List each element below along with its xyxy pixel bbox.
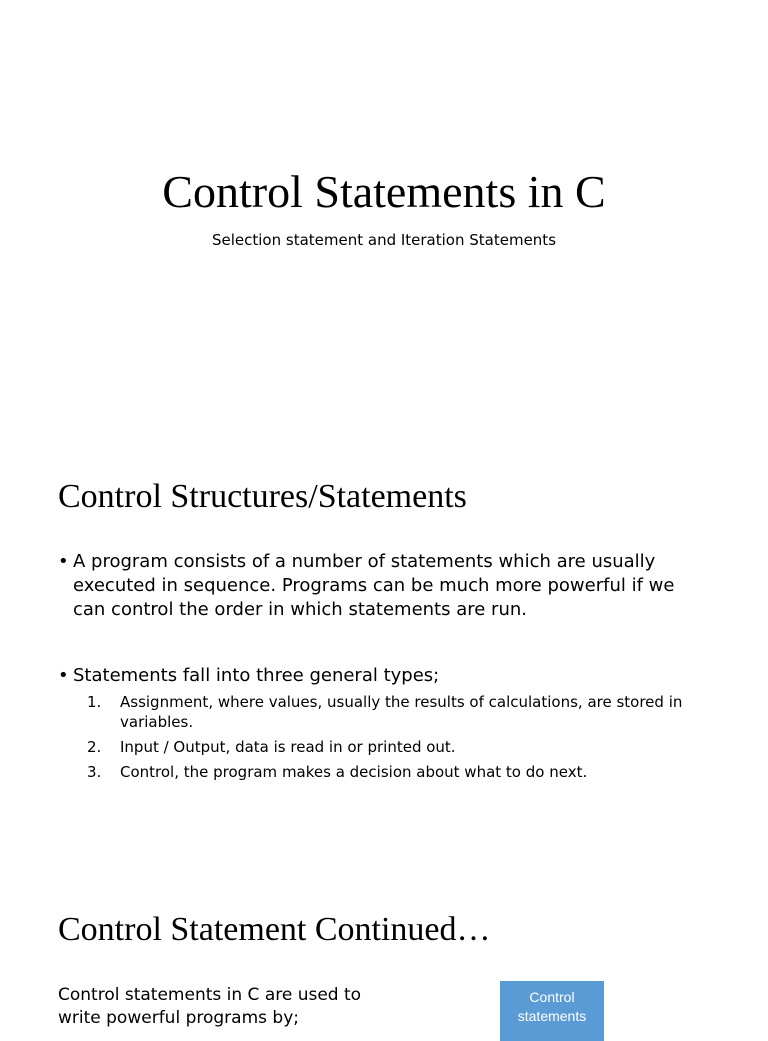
section-heading-continued: Control Statement Continued…: [58, 911, 491, 948]
bullet-text: Statements fall into three general types;: [73, 665, 440, 686]
slide-title: Control Statements in C: [162, 166, 606, 217]
bullet-item: [58, 550, 708, 622]
slide-subtitle: Selection statement and Iteration Statements: [211, 231, 557, 249]
numbered-item: [87, 737, 707, 757]
section-heading-structures: Control Structures/Statements: [58, 478, 467, 515]
item-number: 1.: [87, 693, 102, 711]
slide3-body-text: Control statements in C are used to write powerful programs by;: [58, 985, 362, 1028]
item-number: 3.: [87, 763, 102, 781]
item-number: 2.: [87, 738, 102, 756]
item-text: Control, the program makes a decision about what to do next.: [120, 763, 588, 781]
numbered-item: [87, 762, 707, 782]
bullet-dot-icon: •: [58, 665, 69, 686]
bullet-text: A program consists of a number of statements which are usually executed in sequence. Programs can be much more powerful if we can control the order in which statements are run.: [73, 551, 675, 620]
item-text: Assignment, where values, usually the results of calculations, are stored in variables.: [120, 693, 683, 731]
bullet-item: [58, 664, 708, 688]
item-text: Input / Output, data is read in or printed out.: [120, 738, 456, 756]
numbered-item: [87, 692, 707, 732]
control-statements-box: Control statements: [500, 981, 604, 1041]
bullet-dot-icon: •: [58, 551, 69, 572]
